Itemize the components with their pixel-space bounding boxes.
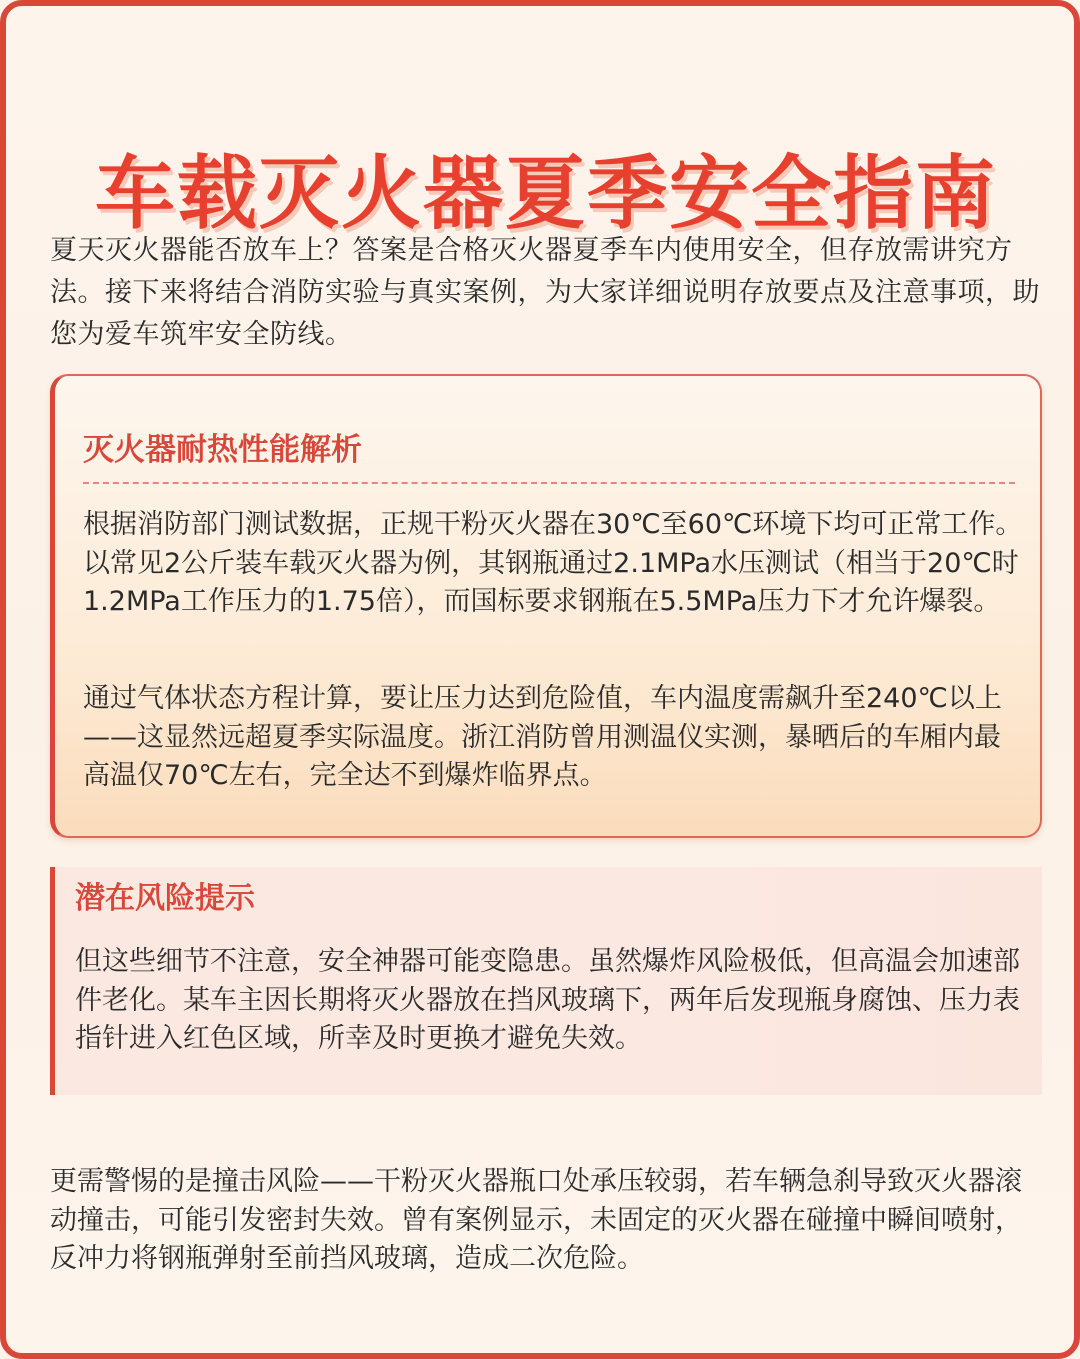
risk-title: 潜在风险提示 xyxy=(75,881,255,916)
risk-callout xyxy=(50,867,1042,1095)
risk-paragraph: 但这些细节不注意，安全神器可能变隐患。虽然爆炸风险极低，但高温会加速部件老化。某车主因长期将灭火器放在挡风玻璃下，两年后发现瓶身腐蚀、压力表指针进入红色区域，所幸及时更换才避免失效。 xyxy=(75,946,1020,1054)
heat-resistance-paragraph-2: 通过气体状态方程计算，要让压力达到危险值，车内温度需飙升至240℃以上——这显然远超夏季实际温度。浙江消防曾用测温仪实测，暴晒后的车厢内最高温仅70℃左右，完全达不到爆炸临界点。 xyxy=(83,683,1002,791)
intro-paragraph: 夏天灭火器能否放车上？答案是合格灭火器夏季车内使用安全，但存放需讲究方法。接下来将结合消防实验与真实案例，为大家详细说明存放要点及注意事项，助您为爱车筑牢安全防线。 xyxy=(50,235,1040,350)
heat-resistance-title: 灭火器耐热性能解析 xyxy=(83,432,362,468)
heat-resistance-paragraph-1: 根据消防部门测试数据，正规干粉灭火器在30℃至60℃环境下均可正常工作。以常见2公斤装车载灭火器为例，其钢瓶通过2.1MPa水压测试（相当于20℃时1.2MPa工作压力的1.75倍），而国标要求钢瓶在5.5MPa压力下才允许爆裂。 xyxy=(83,509,1023,617)
dashed-divider xyxy=(83,482,1015,484)
outro-paragraph: 更需警惕的是撞击风险——干粉灭火器瓶口处承压较弱，若车辆急刹导致灭火器滚动撞击，可能引发密封失效。曾有案例显示，未固定的灭火器在碰撞中瞬间喷射，反冲力将钢瓶弹射至前挡风玻璃，造成二次危险。 xyxy=(50,1166,1022,1274)
page-title: 车载灭火器夏季安全指南 xyxy=(95,146,997,240)
heat-resistance-card xyxy=(50,374,1042,838)
